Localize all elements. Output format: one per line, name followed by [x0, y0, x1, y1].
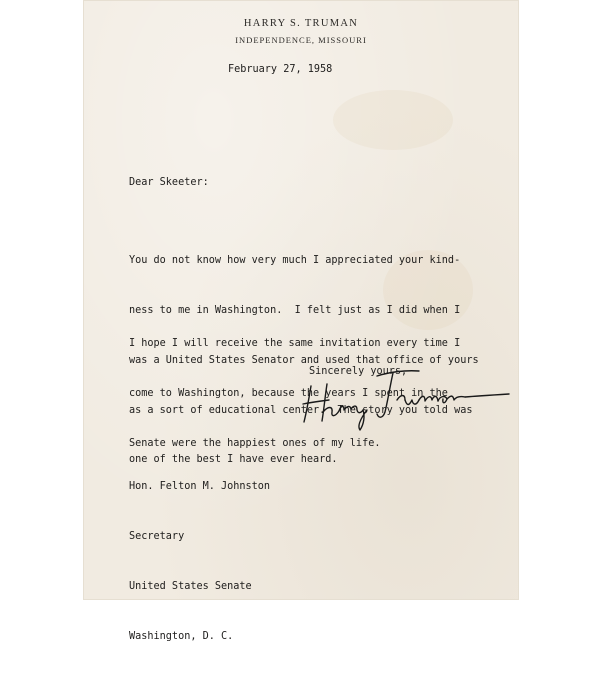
body-line: one of the best I have ever heard. — [129, 454, 338, 466]
address-line: Secretary — [129, 530, 185, 542]
body-line: ness to me in Washington. I felt just as I did when I — [129, 304, 461, 316]
address-line: Hon. Felton M. Johnston — [129, 481, 271, 493]
body-line: Senate were the happiest ones of my life. — [129, 437, 381, 449]
body-line: as a sort of educational center. The story you told was — [129, 404, 473, 416]
recipient-address — [129, 446, 270, 678]
letterhead-place: INDEPENDENCE, MISSOURI — [235, 35, 367, 45]
letter-page — [83, 0, 519, 642]
body-line: come to Washington, because the years I spent in the — [129, 387, 448, 399]
paper-stain — [333, 90, 453, 150]
salutation: Dear Skeeter: — [129, 177, 209, 188]
body-line: was a United States Senator and used that office of yours — [129, 354, 479, 366]
letterhead-name: HARRY S. TRUMAN — [243, 18, 359, 29]
signature — [297, 364, 517, 434]
address-line: Washington, D. C. — [129, 630, 234, 642]
address-line: United States Senate — [129, 580, 252, 592]
letter-date: February 27, 1958 — [228, 64, 333, 75]
body-line: You do not know how very much I appreciated your kind- — [129, 255, 461, 267]
body-line: I hope I will receive the same invitation every time I — [129, 338, 461, 350]
closing: Sincerely yours, — [309, 366, 408, 377]
